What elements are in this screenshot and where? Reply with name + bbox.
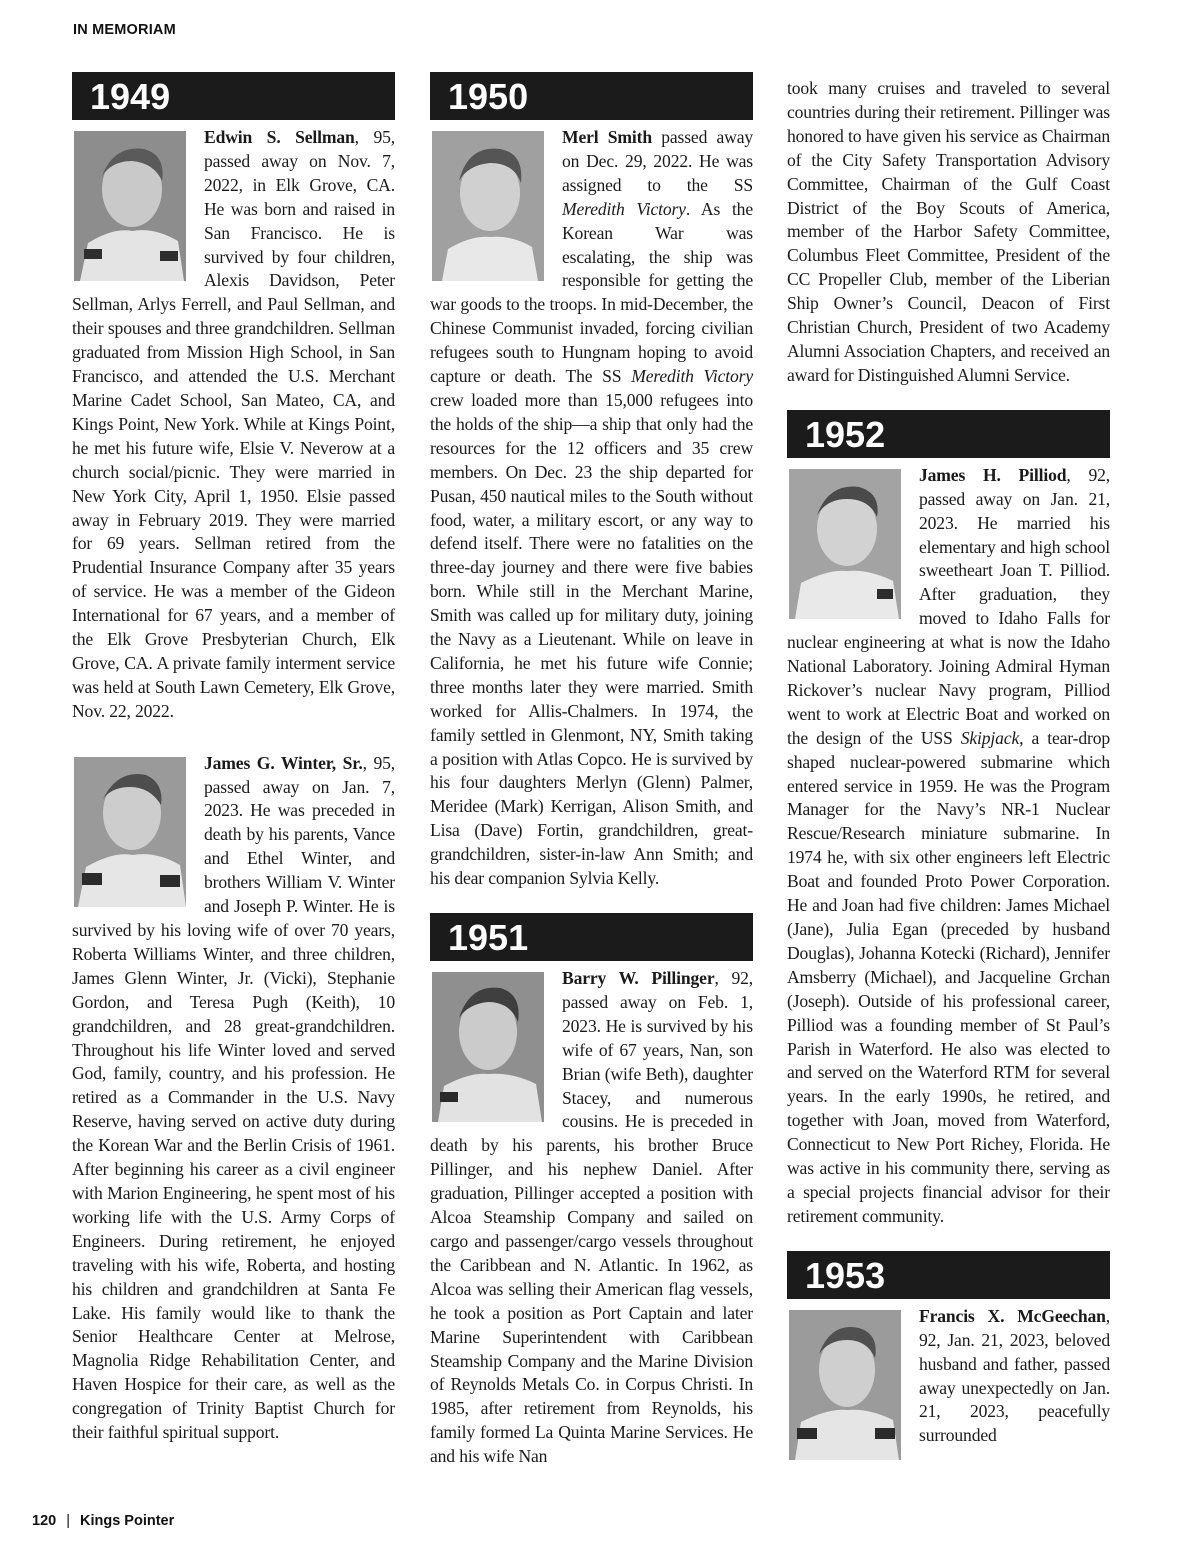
obituary-pillinger [430,967,753,1469]
obituary-text: , 92, passed away on Jan. 21, 2023. He married his elementary and high school sweetheart Joan T. Pilliod. After graduation, they moved to Idaho Falls for nuclear engineering at what is now the Idaho National Laboratory. Joining Admiral Hyman Rickover’s nuclear Navy program, Pilliod went to work at Electric Boat and worked on the design of the USS [787,464,1110,748]
obituary-text: , 95, passed away on Jan. 7, 2023. He was preceded in death by his parents, Vance and Ethel Winter, and brothers William V. Winter and Joseph P. Winter. He is survived by his loving wife of over 70 years, Roberta Williams Winter, and three children, James Glenn Winter, Jr. (Vicki), Stephanie Gordon, and Teresa Pugh (Keith), 10 grandchildren, and 28 great-grandchildren. Throughout his life Winter loved and served God, family, country, and his profession. He retired as a Commander in the U.S. Navy Reserve, having served on active duty during the Korean War and the Berlin Crisis of 1961. After beginning his career as a civil engineer with Marion Engineering, he spent most of his working life with the U.S. Army Corps of Engineers. During retirement, he enjoyed traveling with his wife, Roberta, and hosting his children and grandchildren at Santa Fe Lake. His family would like to thank the Senior Healthcare Center at Melrose, Magnolia Ridge Rehabilitation Center, and Haven Hospice for their care, as well as the congregation of Trinity Baptist Church for their faithful spiritual support. [72,752,395,1443]
column-3 [787,77,1110,1464]
page-number: 120 [32,1513,57,1529]
obituary-name: James H. Pilliod [919,464,1067,485]
portrait-photo [74,131,186,281]
obituary-mcgeechan [787,1305,1110,1448]
obituary-smith [430,126,753,891]
year-heading-1953: 1953 [787,1251,1110,1299]
portrait-photo [432,972,544,1122]
obituary-continuation: took many cruises and traveled to several countries during their retirement. Pillinger was honored to have given his service as Chairman of the City Safety Transportation Advisory Committee, Chairman of the Gulf Coast District of the Boy Scouts of America, member of the Harbor Safety Committee, Columbus Fleet Committee, President of the CC Propeller Club, member of the Liberian Ship Owner’s Council, Deacon of First Christian Church, President of two Academy Alumni Association Chapters, and received an award for Distinguished Alumni Service. [787,78,1110,385]
obituary-winter [72,752,395,1445]
obituary-text: , a tear-drop shaped nuclear-powered submarine which entered service in 1959. He was the Program Manager for the Navy’s NR-1 Nuclear Rescue/Research miniature submarine. In 1974 he, with six other engineers left Electric Boat and founded Proto Power Corporation. He and Joan had five children: James Michael (Jane), Julia Egan (preceded by husband Douglas), Johanna Kotecki (Richard), Jennifer Amsberry (Michael), and Jacqueline Grchan (Joseph). Outside of his professional career, Pilliod was a founding member of St Paul’s Parish in Waterford. He also was elected to and served on the Waterford RTM for several years. In the early 1990s, he retired, and together with Joan, moved from Waterford, Connecticut to New Port Richey, Florida. He was active in his community there, serving as a special projects financial advisor for their retirement community. [787,727,1110,1226]
obituary-name: Barry W. Pillinger [562,968,715,988]
column-1 [72,72,395,1445]
portrait-photo [74,757,186,907]
year-heading-1949: 1949 [72,72,395,120]
ship-name: Meredith Victory [562,198,686,219]
ship-name: Meredith Victory [631,366,753,387]
obituary-text: , 92, Jan. 21, 2023, beloved husband and father, passed away unexpectedly on Jan. 21, 2023, peacefully surrounded [919,1305,1110,1446]
portrait-photo [789,1310,901,1460]
obituary-text: . As the Korean War was escalating, the ship was responsible for getting the war goods to the troops. In mid-December, the Chinese Communist invaded, forcing civilian refugees south to Hungnam hoping to avoid capture or death. The SS [430,198,753,387]
footer-separator: | [66,1513,70,1529]
portrait-photo [789,469,901,619]
obituary-name: James G. Winter, Sr. [204,752,363,773]
obituary-name: Merl Smith [562,127,652,147]
portrait-photo [432,131,544,281]
year-heading-1950: 1950 [430,72,753,120]
obituary-sellman [72,126,395,724]
obituary-text: crew loaded more than 15,000 refugees into the holds of the ship—a ship that only had the resources for the 12 officers and 35 crew members. On Dec. 23 the ship departed for Pusan, 450 nautical miles to the South without food, water, a military escort, or any way to defend itself. There were no fatalities on the three-day journey and there were five babies born. While still in the Merchant Marine, Smith was called up for military duty, joining the Navy as a Lieutenant. While on leave in California, he met his future wife Connie; three months later they were married. Smith worked for Allis-Chalmers. In 1974, the family settled in Glenmont, NY, Smith taking a position with Atlas Copco. He is survived by his four daughters Merlyn (Glenn) Palmer, Meridee (Mark) Kerrigan, Alison Smith, and Lisa (Dave) Fortin, grandchildren, great-grandchildren, sister-in-law Ann Smith; and his dear companion Sylvia Kelly. [430,389,753,889]
page-footer [32,1513,174,1529]
obituary-name: Francis X. McGeechan [919,1305,1106,1326]
publication-name: Kings Pointer [79,1513,175,1529]
column-2 [430,72,753,1469]
obituary-text: passed away on Dec. 29, 2022. He was assigned to the SS [562,127,753,195]
section-label: IN MEMORIAM [73,22,176,38]
year-heading-1951: 1951 [430,913,753,961]
year-heading-1952: 1952 [787,410,1110,458]
obituary-name: Edwin S. Sellman [204,127,355,147]
obituary-text: , 92, passed away on Feb. 1, 2023. He is survived by his wife of 67 years, Nan, son Brian (wife Beth), daughter Stacey, and numerous cousins. He is preceded in death by his parents, his brother Bruce Pillinger, and his nephew Daniel. After graduation, Pillinger accepted a position with Alcoa Steamship Company and sailed on cargo and passenger/cargo vessels throughout the Caribbean and N. Atlantic. In 1962, as Alcoa was selling their American flag vessels, he took a position as Port Captain and later Marine Superintendent with Caribbean Steamship Company and the Marine Division of Reynolds Metals Co. in Corpus Christi. In 1985, after retirement from Reynolds, his family formed La Quinta Marine Services. He and his wife Nan [430,968,753,1467]
obituary-pilliod [787,464,1110,1229]
ship-name: Skipjack [960,727,1020,748]
obituary-text: , 95, passed away on Nov. 7, 2022, in Elk Grove, CA. He was born and raised in San Francisco. He is survived by four children, Alexis Davidson, Peter Sellman, Arlys Ferrell, and Paul Sellman, and their spouses and three grandchildren. Sellman graduated from Mission High School, in San Francisco, and attended the U.S. Merchant Marine Cadet School, San Mateo, CA, and Kings Point, New York. While at Kings Point, he met his future wife, Elsie V. Neverow at a church social/picnic. They were married in New York City, April 1, 1950. Elsie passed away in February 2019. They were married for 69 years. Sellman retired from the Prudential Insurance Company after 35 years of service. He was a member of the Gideon International for 67 years, and a member of the Elk Grove Presbyterian Church, Elk Grove, CA. A private family interment service was held at South Lawn Cemetery, Elk Grove, Nov. 22, 2022. [72,127,395,721]
